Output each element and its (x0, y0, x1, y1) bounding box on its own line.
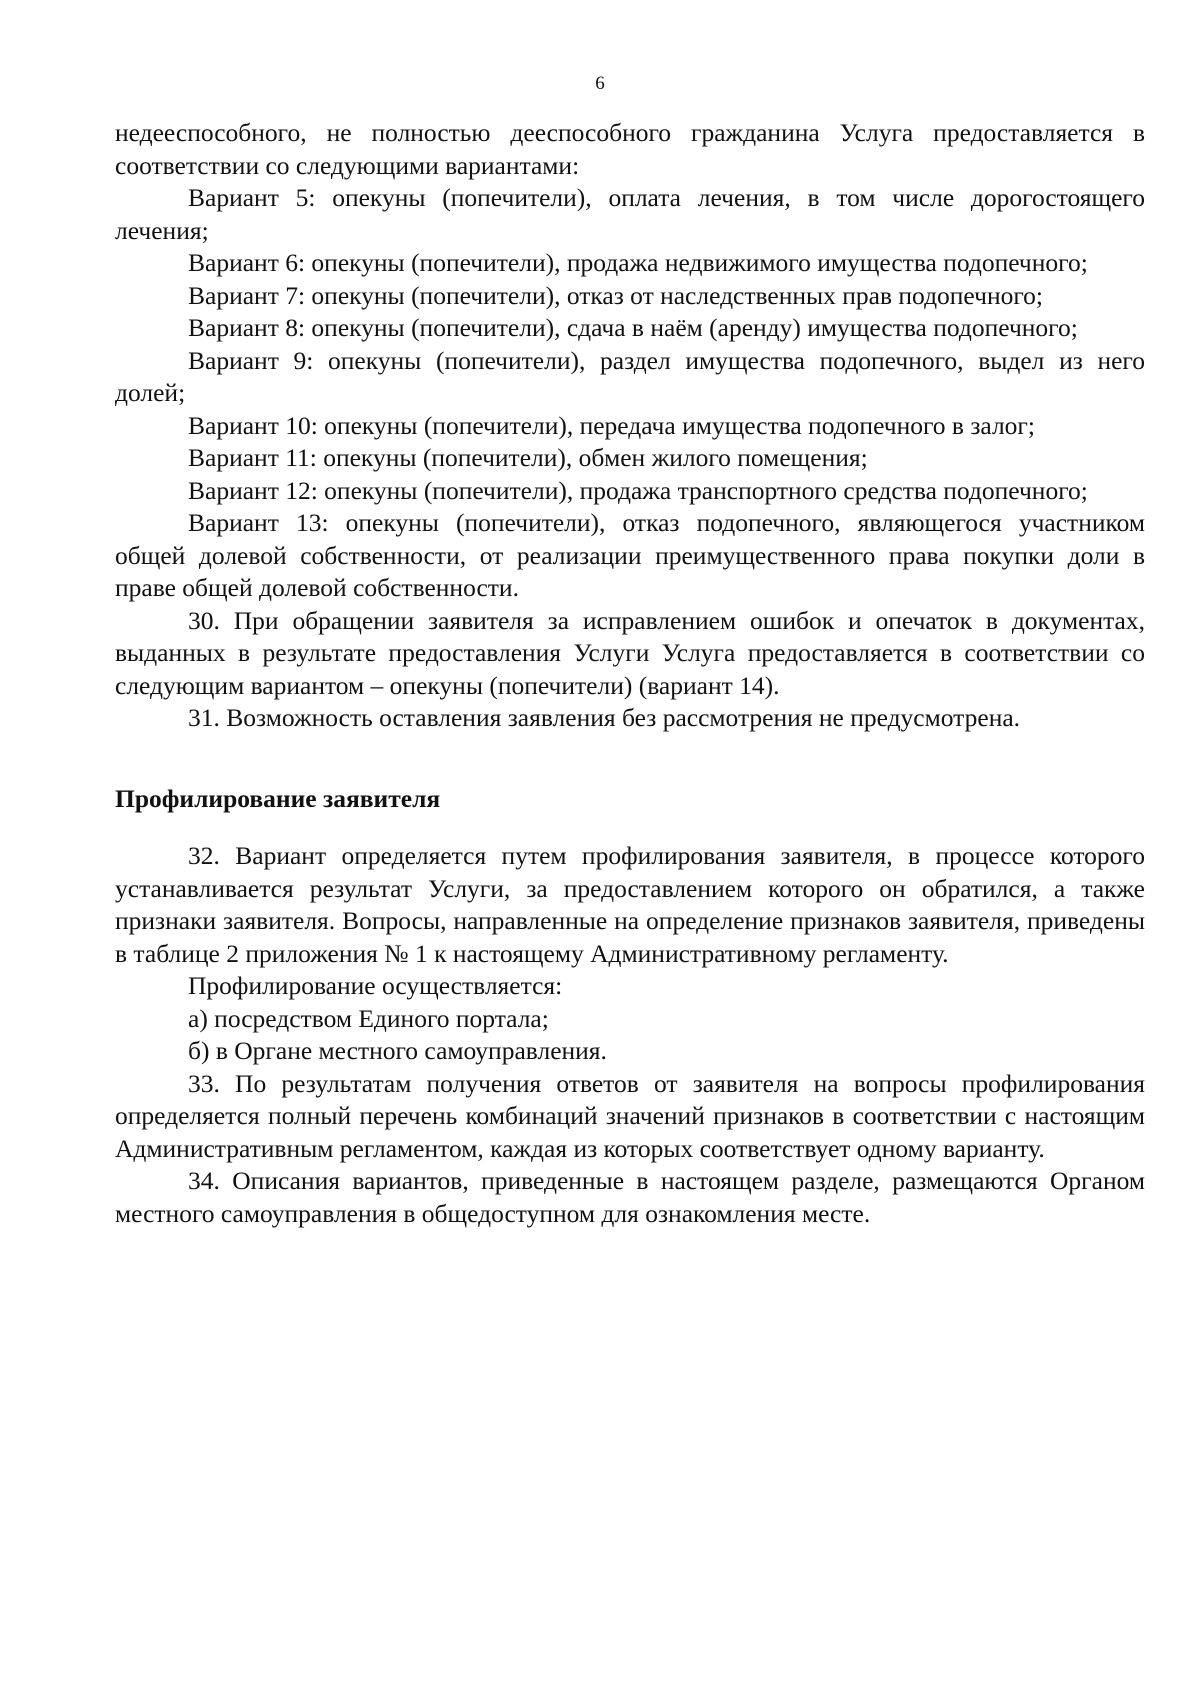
profiling-section (115, 840, 1145, 1230)
paragraph: Вариант 12: опекуны (попечители), продажа транспортного средства подопечного; (188, 475, 1088, 505)
paragraph: Профилирование осуществляется: (188, 971, 563, 1000)
section-heading: Профилирование заявителя (115, 783, 441, 813)
paragraph: Вариант 9: опекуны (попечители), раздел имущества подопечного, выдел из него долей; (115, 345, 1145, 407)
paragraph: б) в Органе местного самоуправления. (188, 1036, 607, 1065)
paragraph: Вариант 7: опекуны (попечители), отказ от наследственных прав подопечного; (188, 280, 1043, 310)
document-body (115, 117, 1145, 1230)
paragraph: Вариант 5: опекуны (попечители), оплата лечения, в том числе дорогостоящего лечения; (115, 183, 1145, 245)
paragraph: Вариант 13: опекуны (попечители), отказ подопечного, являющегося участником общей долевой собственности, от реализации преимущественного права покупки доли в праве общей долевой собственности. (115, 508, 1145, 602)
paragraph: 32. Вариант определяется путем профилирования заявителя, в процессе которого устанавливается результат Услуги, за предоставлением которого он обратился, а также признаки заявителя. Вопросы, направленные на определение признаков заявителя, приведены в таблице 2 приложения № 1 к настоящему Административному регламенту. (115, 841, 1145, 968)
paragraph: Вариант 10: опекуны (попечители), передача имущества подопечного в залог; (188, 410, 1035, 440)
paragraph: а) посредством Единого портала; (188, 1003, 549, 1033)
paragraph: 31. Возможность оставления заявления без рассмотрения не предусмотрена. (188, 703, 1021, 732)
variants-section (115, 117, 1145, 735)
paragraph: Вариант 6: опекуны (попечители), продажа недвижимого имущества подопечного; (188, 248, 1088, 277)
paragraph: 33. По результатам получения ответов от заявителя на вопросы профилирования определяется полный перечень комбинаций значений признаков в соответствии с настоящим Административным регламентом, каждая из которых соответствует одному варианту. (115, 1068, 1145, 1163)
paragraph: 30. При обращении заявителя за исправлением ошибок и опечаток в документах, выданных в результате предоставления Услуги Услуга предоставляется в соответствии со следующим вариантом – опекуны (попечители) (вариант 14). (115, 605, 1145, 700)
paragraph: Вариант 8: опекуны (попечители), сдача в наём (аренду) имущества подопечного; (188, 313, 1078, 342)
paragraph: недееспособного, не полностью дееспособного гражданина Услуга предоставляется в соответствии со следующими вариантами: (115, 118, 1145, 180)
paragraph: 34. Описания вариантов, приведенные в настоящем разделе, размещаются Органом местного самоуправления в общедоступном для ознакомления месте. (115, 1166, 1145, 1228)
page-number: 6 (595, 73, 605, 94)
paragraph: Вариант 11: опекуны (попечители), обмен жилого помещения; (188, 443, 868, 472)
